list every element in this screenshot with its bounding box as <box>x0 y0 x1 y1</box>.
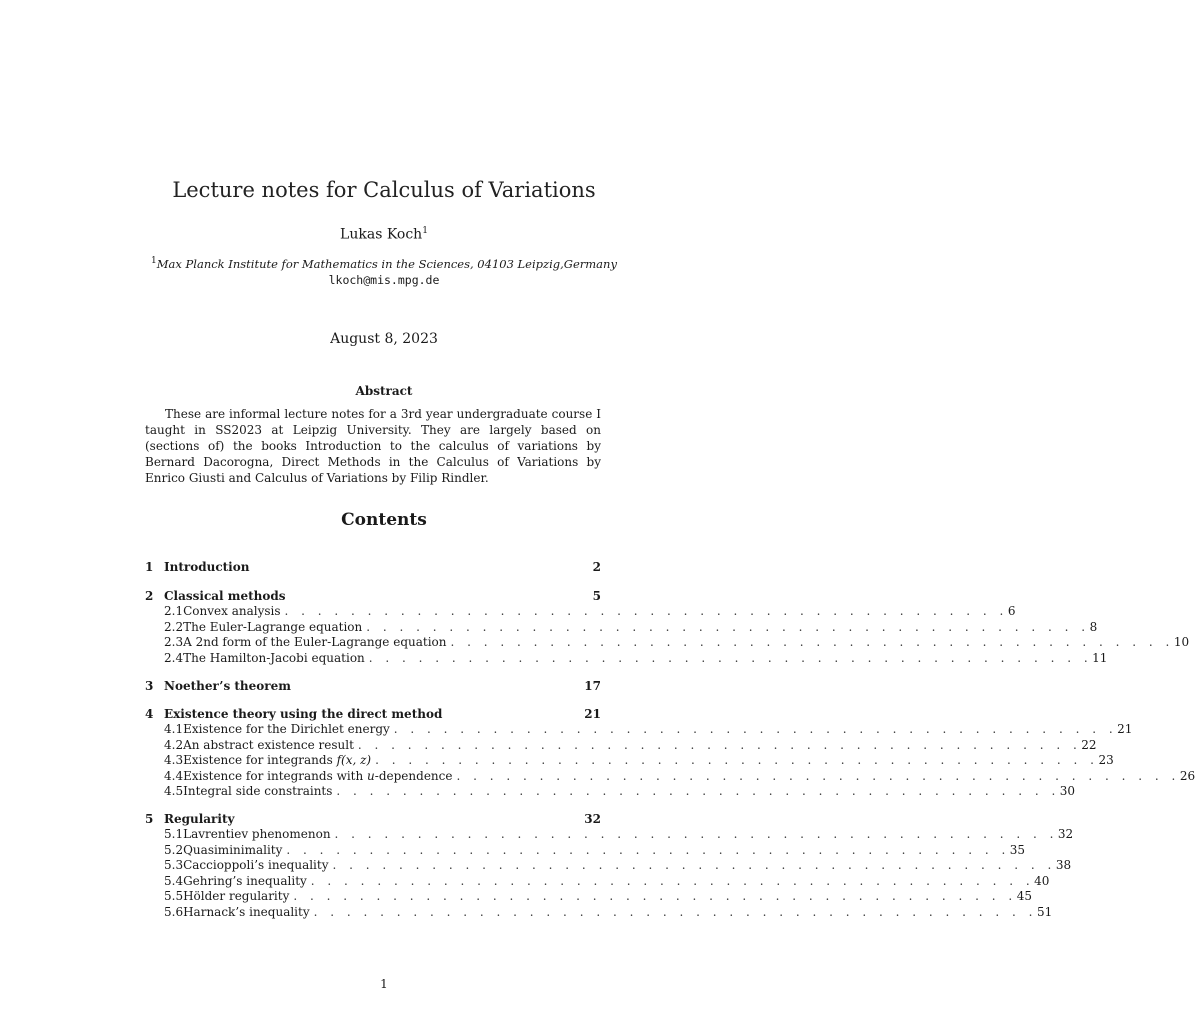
toc-subsection-page: 23 <box>1098 753 1114 768</box>
toc-subsection-row[interactable] <box>145 873 1050 890</box>
toc-section-title: Regularity <box>164 812 235 826</box>
toc-section-row[interactable] <box>145 706 601 722</box>
toc-section-number: 5 <box>145 812 154 826</box>
toc-leader-dots: . . . . . . . . . . . . . . . . . . . . . . . . . . . . . . . . . . . . . . . . . . . . <box>368 650 1093 665</box>
abstract-heading: Abstract <box>355 384 413 398</box>
toc-subsection-number: 5.3 <box>164 858 184 873</box>
toc-leader-dots: . . . . . . . . . . . . . . . . . . . . . . . . . . . . . . . . . . . . . . . . . . . . <box>293 889 1017 904</box>
toc-leader-dots: . . . . . . . . . . . . . . . . . . . . . . . . . . . . . . . . . . . . . . . . . . . . <box>336 784 1060 799</box>
document-title: Lecture notes for Calculus of Variations <box>172 178 596 202</box>
toc-section-page: 17 <box>584 679 601 693</box>
toc-subsection-row[interactable] <box>145 784 1076 800</box>
toc-section-title: Introduction <box>164 560 250 574</box>
toc-subsection-title: Gehring’s inequality <box>183 873 307 888</box>
toc-section-page: 5 <box>592 589 601 603</box>
toc-leader-dots: . . . . . . . . . . . . . . . . . . . . . . . . . . . . . . . . . . . . . . . . . . . . <box>450 635 1174 650</box>
toc-section-title: Existence theory using the direct method <box>164 707 443 721</box>
toc-section-page: 21 <box>584 707 601 721</box>
toc-subsection-page: 40 <box>1034 873 1050 888</box>
toc-subsection-row[interactable] <box>145 619 1098 636</box>
toc-subsection-row[interactable] <box>145 904 1053 921</box>
toc-subsection-number: 2.2 <box>164 619 184 634</box>
toc-subsection-row[interactable] <box>145 722 1133 738</box>
toc-subsection-number: 2.1 <box>164 604 184 618</box>
toc-subsection-page: 45 <box>1016 889 1033 904</box>
toc-subsection-title: The Hamilton-Jacobi equation <box>183 650 365 665</box>
contents-heading: Contents <box>341 510 427 530</box>
toc-subsection-page: 10 <box>1173 635 1190 650</box>
toc-section-row[interactable] <box>145 588 601 604</box>
toc-leader-dots: . . . . . . . . . . . . . . . . . . . . . . . . . . . . . . . . . . . . . . . . . . . . <box>310 873 1035 888</box>
toc-section-number: 3 <box>145 679 154 693</box>
toc-section-page: 32 <box>584 812 601 826</box>
toc-subsection-title <box>183 769 456 785</box>
toc-subsection-number: 5.5 <box>164 889 184 904</box>
affiliation-line <box>0 256 768 271</box>
author-email: lkoch@mis.mpg.de <box>328 273 440 287</box>
toc-section-row[interactable] <box>145 559 601 575</box>
toc-title-text-suffix: -dependence <box>374 768 453 783</box>
toc-leader-dots: . . . . . . . . . . . . . . . . . . . . . . . . . . . . . . . . . . . . . . . . . . . . <box>313 904 1037 919</box>
toc-subsection-title: Convex analysis <box>183 604 281 618</box>
toc-title-text: Existence for integrands with <box>183 768 368 783</box>
toc-subsection-row[interactable] <box>145 827 1074 843</box>
toc-subsection-page: 11 <box>1092 650 1108 665</box>
toc-subsection-number: 4.2 <box>164 737 184 752</box>
toc-section-page: 2 <box>592 560 601 574</box>
toc-subsection-title: Existence for the Dirichlet energy <box>183 722 390 736</box>
toc-section-5 <box>145 811 1074 921</box>
toc-subsection-page: 8 <box>1089 619 1098 634</box>
toc-subsection-number: 5.1 <box>164 827 184 841</box>
toc-subsection-row[interactable] <box>145 768 1195 785</box>
toc-subsection-title <box>183 753 375 769</box>
toc-section-1 <box>145 559 601 575</box>
toc-subsection-number: 4.5 <box>164 784 184 799</box>
toc-section-row[interactable] <box>145 811 601 827</box>
toc-subsection-title: Quasiminimality <box>183 842 283 857</box>
toc-title-math: f(x, z) <box>336 753 372 768</box>
author-affiliation-mark: 1 <box>422 226 428 236</box>
toc-leader-dots: . . . . . . . . . . . . . . . . . . . . . . . . . . . . . . . . . . . . . . . . . . . . <box>456 768 1180 783</box>
toc-subsection-title: An abstract existence result <box>183 737 354 752</box>
toc-section-3 <box>145 678 601 694</box>
toc-subsection-number: 4.3 <box>164 753 184 768</box>
toc-subsection-row[interactable] <box>145 842 1026 859</box>
toc-subsection-row[interactable] <box>145 858 1072 874</box>
toc-section-title: Noether’s theorem <box>164 679 291 693</box>
author-name: Lukas Koch <box>340 226 423 243</box>
abstract-text: These are informal lecture notes for a 3rd year undergraduate course I taught in SS2023 at Leipzig University. They are largely based on (sections of) the books Introduction to the calculus of variations by Bernard Dacorogna, Direct Methods in the Calculus of Variations by Enrico Giusti and Calculus of Variations by Filip Rindler. <box>145 407 601 485</box>
toc-subsection-title: Harnack’s inequality <box>183 904 310 919</box>
toc-leader-dots: . . . . . . . . . . . . . . . . . . . . . . . . . . . . . . . . . . . . . . . . . . . . <box>334 827 1058 841</box>
toc-subsection-title: Integral side constraints <box>183 784 333 799</box>
toc-subsection-number: 5.4 <box>164 873 184 888</box>
document-date: August 8, 2023 <box>330 331 438 347</box>
toc-leader-dots: . . . . . . . . . . . . . . . . . . . . . . . . . . . . . . . . . . . . . . . . . . . . <box>332 858 1056 873</box>
toc-leader-dots: . . . . . . . . . . . . . . . . . . . . . . . . . . . . . . . . . . . . . . . . . . . . <box>366 619 1090 634</box>
toc-section-title: Classical methods <box>164 589 286 603</box>
affiliation-text: Max Planck Institute for Mathematics in the Sciences, 04103 Leipzig,Germany <box>156 256 617 271</box>
toc-subsection-number: 5.2 <box>164 842 184 857</box>
toc-section-number: 4 <box>145 707 154 721</box>
toc-subsection-number: 2.4 <box>164 650 184 665</box>
toc-title-math: u <box>367 768 375 783</box>
toc-title-text: Existence for integrands <box>183 753 337 768</box>
toc-subsection-title: The Euler-Lagrange equation <box>183 619 363 634</box>
page-number: 1 <box>380 977 388 991</box>
toc-section-number: 2 <box>145 589 154 603</box>
toc-subsection-number: 2.3 <box>164 635 184 650</box>
toc-leader-dots: . . . . . . . . . . . . . . . . . . . . . . . . . . . . . . . . . . . . . . . . . . . . <box>375 753 1099 768</box>
toc-subsection-page: 32 <box>1057 827 1074 841</box>
toc-subsection-page: 22 <box>1081 737 1097 752</box>
toc-subsection-row[interactable] <box>145 889 1033 905</box>
toc-subsection-page: 26 <box>1179 768 1195 783</box>
toc-leader-dots: . . . . . . . . . . . . . . . . . . . . . . . . . . . . . . . . . . . . . . . . . . . . <box>286 842 1010 857</box>
author-line <box>0 226 768 243</box>
toc-subsection-number: 4.4 <box>164 768 184 783</box>
toc-subsection-row[interactable] <box>145 753 1114 769</box>
toc-section-row[interactable] <box>145 678 601 694</box>
toc-subsection-page: 51 <box>1036 904 1053 919</box>
toc-subsection-row[interactable] <box>145 635 1190 651</box>
toc-subsection-page: 38 <box>1055 858 1072 873</box>
toc-subsection-row[interactable] <box>145 604 1016 620</box>
toc-section-4 <box>145 706 1195 800</box>
toc-subsection-page: 30 <box>1059 784 1076 799</box>
toc-leader-dots: . . . . . . . . . . . . . . . . . . . . . . . . . . . . . . . . . . . . . . . . . . . . <box>284 604 1008 618</box>
toc-section-number: 1 <box>145 560 154 574</box>
toc-leader-dots: . . . . . . . . . . . . . . . . . . . . . . . . . . . . . . . . . . . . . . . . . . . . <box>357 737 1082 752</box>
toc-subsection-row[interactable] <box>145 650 1108 667</box>
toc-subsection-page: 6 <box>1007 604 1016 618</box>
toc-subsection-title: Caccioppoli’s inequality <box>183 858 329 873</box>
toc-subsection-title: Hölder regularity <box>183 889 290 904</box>
toc-subsection-title: Lavrentiev phenomenon <box>183 827 331 841</box>
toc-subsection-row[interactable] <box>145 737 1097 754</box>
toc-subsection-number: 5.6 <box>164 904 184 919</box>
toc-subsection-page: 21 <box>1117 722 1133 736</box>
toc-subsection-number: 4.1 <box>164 722 184 736</box>
toc-section-2 <box>145 588 1190 666</box>
toc-leader-dots: . . . . . . . . . . . . . . . . . . . . . . . . . . . . . . . . . . . . . . . . . . . . <box>393 722 1118 736</box>
affiliation-mark: 1 <box>151 256 157 266</box>
toc-subsection-page: 35 <box>1009 842 1026 857</box>
toc-subsection-title: A 2nd form of the Euler-Lagrange equation <box>183 635 447 650</box>
